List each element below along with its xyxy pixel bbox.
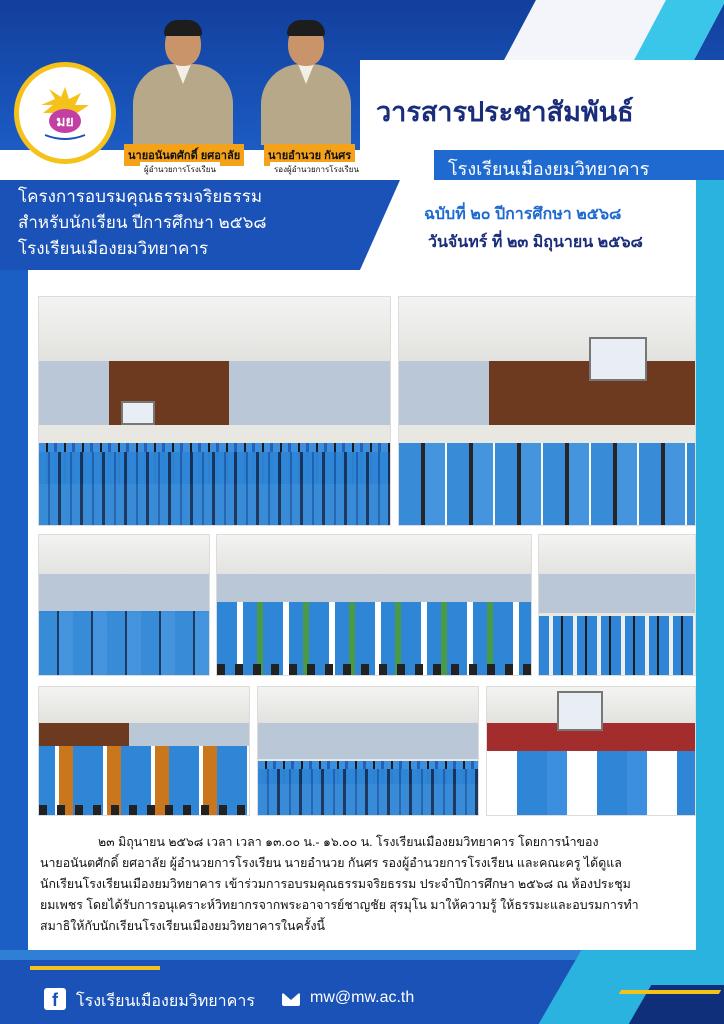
body-line: สมาธิให้กับนักเรียนโรงเรียนเมืองยมวิทยาคารในครั้งนี้ <box>40 919 325 933</box>
deputy-director-role: รองผู้อำนวยการโรงเรียน <box>270 162 363 177</box>
event-photo <box>538 534 696 676</box>
event-photo <box>38 686 250 816</box>
director-role: ผู้อำนวยการโรงเรียน <box>140 162 220 177</box>
mail-icon[interactable] <box>282 993 300 1006</box>
director-photo <box>128 20 238 145</box>
deputy-director-photo <box>256 20 356 145</box>
deputy-director-name: นายอำนวย กันศร <box>264 144 355 166</box>
page-title: วารสารประชาสัมพันธ์ <box>376 97 634 127</box>
project-line: สำหรับนักเรียน ปีการศึกษา ๒๕๖๘ <box>18 213 267 232</box>
director-name: นายอนันตศักดิ์ ยศอาลัย <box>124 144 244 166</box>
decor-gold-line <box>30 966 160 970</box>
school-logo <box>14 62 116 164</box>
body-line: นายอนันตศักดิ์ ยศอาลัย ผู้อำนวยการโรงเรียน นายอำนวย กันศร รองผู้อำนวยการโรงเรียน และคณะครู ได้ดูแล <box>40 856 622 870</box>
event-photo <box>38 296 391 526</box>
email-link[interactable]: mw@mw.ac.th <box>310 989 415 1006</box>
event-photo <box>486 686 696 816</box>
body-line: ยมเพชร โดยได้รับการอนุเคราะห์วิทยากรจากพระอาจารย์ชาญชัย สุรมุโน มาให้ความรู้ ให้ธรรมะและอบรมการทำ <box>40 898 639 912</box>
decor-side-bar <box>696 170 724 950</box>
school-banner: โรงเรียนเมืองยมวิทยาคาร <box>434 150 724 180</box>
body-line: ๒๓ มิถุนายน ๒๕๖๘ เวลา เวลา ๑๓.๐๐ น.- ๑๖.๐๐ น. โรงเรียนเมืองยมวิทยาคาร โดยการนำของ <box>98 835 599 849</box>
event-photo <box>398 296 696 526</box>
facebook-link[interactable]: โรงเรียนเมืองยมวิทยาคาร <box>76 993 255 1010</box>
decor-gold-line <box>619 990 721 994</box>
issue-date: วันจันทร์ ที่ ๒๓ มิถุนายน ๒๕๖๘ <box>428 234 643 251</box>
svg-text:มย: มย <box>56 113 74 129</box>
event-photo <box>257 686 479 816</box>
decor-side-bar <box>0 270 28 950</box>
article-body <box>40 832 680 937</box>
school-emblem-icon <box>35 83 95 143</box>
facebook-icon[interactable]: f <box>44 988 66 1010</box>
issue-number: ฉบับที่ ๒๐ ปีการศึกษา ๒๕๖๘ <box>424 206 622 223</box>
body-line: นักเรียนโรงเรียนเมืองยมวิทยาคาร เข้าร่วมการอบรมคุณธรรมจริยธรรม ประจำปีการศึกษา ๒๕๖๘ ณ ห้องประชุม <box>40 877 631 891</box>
project-line: โรงเรียนเมืองยมวิทยาคาร <box>18 239 209 258</box>
project-title <box>18 184 267 262</box>
event-photo <box>216 534 532 676</box>
event-photo <box>38 534 210 676</box>
project-line: โครงการอบรมคุณธรรมจริยธรรม <box>18 187 263 206</box>
